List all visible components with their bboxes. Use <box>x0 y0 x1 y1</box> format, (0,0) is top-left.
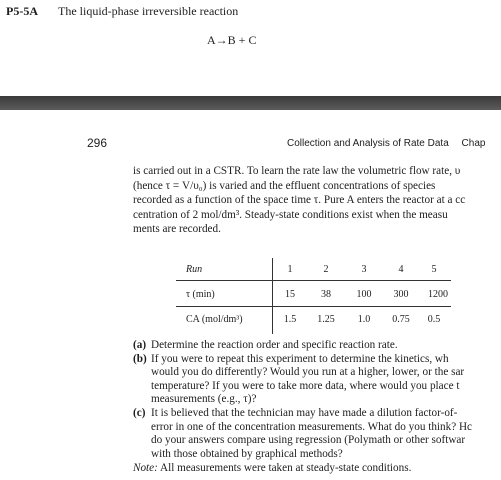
question-line: Determine the reaction order and specific reaction rate. <box>151 339 398 351</box>
question-a <box>133 339 498 353</box>
question-b <box>133 353 498 407</box>
question-label: (b) <box>133 352 147 365</box>
running-head <box>287 138 485 149</box>
question-line: measurements (e.g., τ)? <box>151 393 257 406</box>
table-cell: 0.75 <box>392 314 410 325</box>
table-rule <box>176 280 451 281</box>
table-cell: 4 <box>398 264 404 275</box>
table-cell: 100 <box>356 289 372 300</box>
table-rule <box>176 306 451 307</box>
table-cell: 1.5 <box>283 314 297 325</box>
question-label: (c) <box>133 406 146 419</box>
table-cell: 5 <box>431 264 437 275</box>
question-list <box>133 339 498 461</box>
running-head-title: Collection and Analysis of Rate Data <box>287 138 449 149</box>
question-line: error in one of the concentration measurements. What do you think? Hc <box>151 420 473 433</box>
paragraph-line: ments are recorded. <box>133 223 221 235</box>
question-line: do your answers compare using regression (Polymath or other softwar <box>151 434 466 447</box>
question-line: with those obtained by graphical methods? <box>151 447 343 460</box>
row-header: CA (mol/dm³) <box>186 314 243 325</box>
paragraph-line: recorded as a function of the space time τ. Pure A enters the reactor at a cc <box>133 194 466 206</box>
table-cell: 300 <box>393 289 409 300</box>
reaction-equation: A→B + C <box>207 33 257 47</box>
question-label: (a) <box>133 339 147 351</box>
table-cell: 2 <box>323 264 329 275</box>
paragraph-line: is carried out in a CSTR. To learn the rate law the volumetric flow rate, υ <box>133 165 461 177</box>
problem-id: P5-5A <box>6 4 38 18</box>
table-cell: 0.5 <box>427 314 441 325</box>
table-cell: 3 <box>361 264 367 275</box>
question-line: It is believed that the technician may have made a dilution factor-of- <box>151 406 458 419</box>
running-head-chapter: Chap <box>461 138 486 149</box>
question-line: would you do differently? Would you run at a higher, lower, or the sar <box>151 366 465 379</box>
previous-page-fragment <box>0 0 501 96</box>
table-cell: 1.25 <box>317 314 335 325</box>
table-cell: 38 <box>321 289 331 300</box>
page-number: 296 <box>87 136 108 150</box>
note <box>133 462 411 474</box>
table-cell: 1 <box>287 264 293 275</box>
table-cell: 1.0 <box>357 314 371 325</box>
row-header: τ (min) <box>186 289 215 300</box>
problem-intro: The liquid-phase irreversible reaction <box>58 4 239 18</box>
page-separator <box>0 96 501 110</box>
question-line: temperature? If you were to take more data, where would you place t <box>151 379 460 392</box>
paragraph-line: centration of 2 mol/dm³. Steady-state conditions exist when the measu <box>133 208 448 221</box>
question-c <box>133 407 498 461</box>
note-text: All measurements were taken at steady-state conditions. <box>160 462 412 474</box>
note-label: Note: <box>133 462 158 474</box>
problem-paragraph <box>133 164 493 237</box>
question-line: If you were to repeat this experiment to determine the kinetics, wh <box>151 352 449 365</box>
table-cell: 15 <box>285 289 295 300</box>
table-cell: 1200 <box>428 289 448 300</box>
row-header: Run <box>186 264 203 275</box>
paragraph-line: (hence τ = V/υ₀) is varied and the effluent concentrations of species <box>133 179 436 192</box>
